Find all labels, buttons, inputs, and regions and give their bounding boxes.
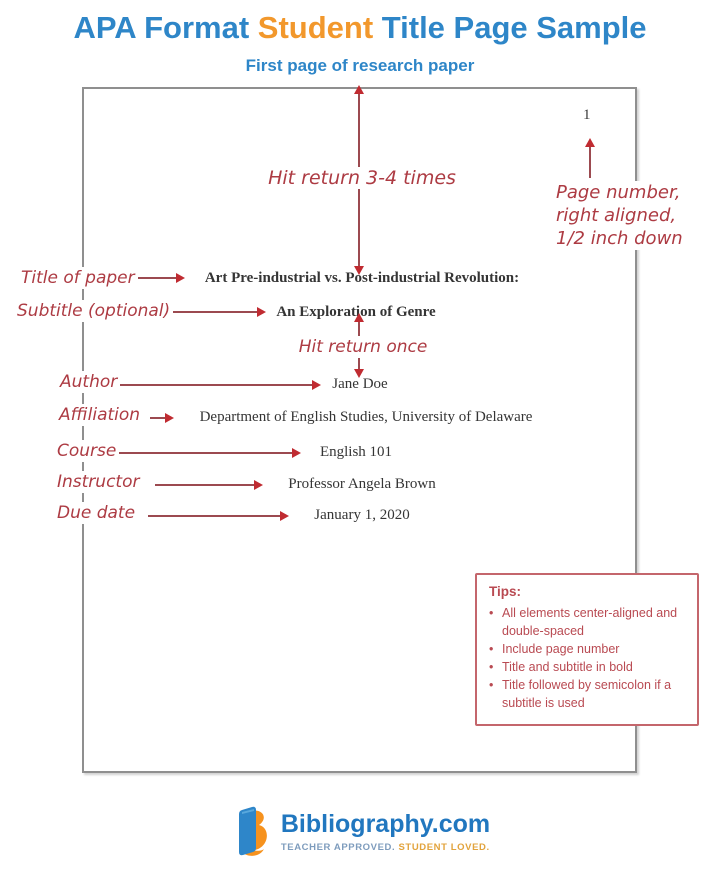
due-date-arrow — [148, 515, 281, 517]
course-arrow — [117, 452, 293, 454]
doc-due-date: January 1, 2020 — [314, 507, 410, 523]
label-author: Author — [57, 371, 120, 393]
page-number-note-line: right aligned, — [556, 205, 677, 226]
label-subtitle-optional: Subtitle (optional) — [14, 300, 173, 322]
hit-return-3-4-note: Hit return 3-4 times — [265, 167, 459, 189]
footer-brand-lockup — [0, 805, 720, 859]
doc-author: Jane Doe — [332, 376, 388, 392]
doc-subtitle: An Exploration of Genre — [276, 304, 436, 320]
tips-item: • Title and subtitle in bold — [489, 658, 687, 676]
bibliography-logo-icon — [230, 805, 272, 859]
page-number-note — [556, 181, 720, 250]
sample-page-number: 1 — [583, 107, 591, 123]
doc-instructor: Professor Angela Brown — [288, 476, 436, 492]
author-arrow — [120, 384, 313, 386]
page-number-note-line: Page number, — [556, 182, 681, 203]
tips-heading: Tips: — [489, 584, 522, 599]
tagline-teacher-approved: TEACHER APPROVED. — [280, 842, 396, 853]
hit-return-once-note: Hit return once — [296, 336, 431, 358]
page-title-part2: Title Page Sample — [373, 10, 647, 45]
page-subtitle: First page of research paper — [245, 56, 475, 75]
page-title — [0, 10, 720, 46]
label-instructor: Instructor — [54, 471, 142, 493]
page-number-note-line: 1/2 inch down — [556, 228, 683, 249]
tips-item: • Title followed by semicolon if a subtitle is used — [489, 676, 687, 712]
subtitle-arrow — [172, 311, 258, 313]
brand-tagline — [281, 842, 490, 853]
tips-item: • All elements center-aligned and double-spaced — [489, 604, 687, 640]
brand-text-block — [281, 805, 490, 853]
label-course: Course — [54, 440, 119, 462]
label-affiliation: Affiliation — [56, 404, 143, 426]
brand-name: Bibliography.com — [280, 810, 491, 838]
title-arrow — [137, 277, 177, 279]
page-title-part1: APA Format — [73, 10, 258, 45]
label-title-of-paper: Title of paper — [18, 267, 138, 289]
instructor-arrow — [155, 484, 255, 486]
label-due-date: Due date — [54, 502, 138, 524]
page-title-accent: Student — [257, 10, 374, 45]
affiliation-arrow — [150, 417, 166, 419]
doc-affiliation: Department of English Studies, University of Delaware — [199, 409, 533, 425]
doc-title: Art Pre-industrial vs. Post-industrial Revolution: — [204, 270, 520, 286]
tips-item: • Include page number — [489, 640, 687, 658]
page-number-arrow — [589, 146, 591, 178]
tagline-student-loved: STUDENT LOVED. — [398, 842, 490, 853]
tips-list — [489, 604, 687, 712]
doc-course: English 101 — [319, 444, 393, 460]
tips-box — [475, 573, 699, 726]
